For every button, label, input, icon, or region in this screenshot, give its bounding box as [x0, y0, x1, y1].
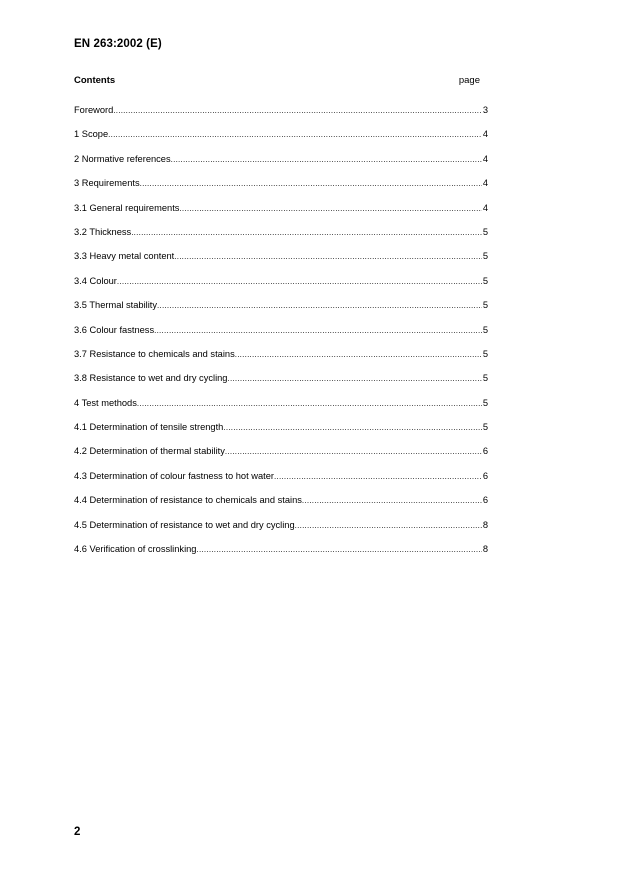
toc-entry-page: 8	[482, 544, 488, 555]
toc-dot-leader	[179, 204, 481, 213]
toc-entry-title: 4.4 Determination of resistance to chemicals and stains	[74, 495, 302, 506]
toc-entry-title: 4.5 Determination of resistance to wet and dry cycling	[74, 519, 295, 530]
toc-dot-leader	[225, 447, 482, 456]
toc-entry[interactable]	[74, 520, 488, 544]
toc-entry-page: 5	[482, 373, 488, 384]
toc-entry-title: 3.6 Colour fastness	[74, 324, 155, 335]
toc-entry[interactable]	[74, 325, 488, 349]
toc-entry-title: 4.6 Verification of crosslinking	[74, 544, 197, 555]
toc-dot-leader	[274, 472, 482, 481]
page-number: 2	[74, 826, 81, 838]
toc-entry-page: 4	[482, 153, 488, 164]
toc-entry-page: 5	[482, 251, 488, 262]
toc-dot-leader	[174, 252, 482, 261]
toc-entry-title: 4.3 Determination of colour fastness to hot water	[74, 470, 274, 481]
toc-entry[interactable]	[74, 471, 488, 495]
toc-dot-leader	[137, 399, 482, 408]
toc-entry-title: 3.7 Resistance to chemicals and stains	[74, 348, 235, 359]
toc-entry-title: 3 Requirements	[74, 178, 140, 189]
toc-dot-leader	[154, 326, 482, 335]
toc-entry-page: 4	[482, 202, 488, 213]
toc-entry[interactable]	[74, 227, 488, 251]
toc-entry-page: 5	[482, 226, 488, 237]
toc-dot-leader	[196, 545, 481, 554]
toc-entry[interactable]	[74, 446, 488, 470]
toc-entry-page: 5	[482, 348, 488, 359]
toc-dot-leader	[140, 179, 482, 188]
page-column-label: page	[458, 75, 480, 86]
toc-dot-leader	[295, 521, 482, 530]
toc-entry-page: 8	[482, 519, 488, 530]
toc-entry-title: 1 Scope	[74, 129, 109, 140]
toc-entry[interactable]	[74, 544, 488, 568]
document-header: EN 263:2002 (E)	[74, 38, 162, 50]
toc-entry-title: 3.5 Thermal stability	[74, 300, 158, 311]
toc-entry-page: 4	[482, 129, 488, 140]
toc-entry-page: 5	[482, 300, 488, 311]
toc-entry-page: 3	[482, 105, 488, 115]
toc-entry[interactable]	[74, 203, 488, 227]
toc-entry-page: 6	[482, 470, 488, 481]
toc-dot-leader	[113, 106, 482, 115]
toc-dot-leader	[171, 155, 482, 164]
toc-dot-leader	[131, 228, 482, 237]
toc-dot-leader	[108, 130, 482, 139]
toc-entry-title: 3.3 Heavy metal content	[74, 251, 175, 262]
table-of-contents	[74, 105, 488, 568]
toc-dot-leader	[302, 496, 482, 505]
toc-dot-leader	[235, 350, 482, 359]
toc-entry[interactable]	[74, 129, 488, 153]
toc-entry[interactable]	[74, 495, 488, 519]
toc-entry-page: 5	[482, 397, 488, 408]
toc-entry-title: 3.2 Thickness	[74, 226, 132, 237]
toc-entry-page: 6	[482, 495, 488, 506]
toc-entry[interactable]	[74, 105, 488, 129]
toc-dot-leader	[157, 301, 482, 310]
toc-entry[interactable]	[74, 276, 488, 300]
toc-entry[interactable]	[74, 422, 488, 446]
toc-entry-page: 5	[482, 324, 488, 335]
toc-dot-leader	[223, 423, 481, 432]
toc-entry-title: 2 Normative references	[74, 153, 171, 164]
toc-entry-page: 6	[482, 446, 488, 457]
toc-entry-title: 3.4 Colour	[74, 275, 117, 286]
toc-entry-page: 5	[482, 422, 488, 433]
contents-title: Contents	[74, 75, 116, 86]
toc-entry-title: 3.1 General requirements	[74, 202, 180, 213]
toc-entry[interactable]	[74, 349, 488, 373]
toc-entry[interactable]	[74, 154, 488, 178]
toc-entry[interactable]	[74, 251, 488, 275]
toc-entry-title: Foreword	[74, 105, 114, 115]
contents-heading-row	[74, 75, 487, 86]
toc-entry[interactable]	[74, 373, 488, 397]
toc-entry-page: 5	[482, 275, 488, 286]
toc-entry-title: 3.8 Resistance to wet and dry cycling	[74, 373, 228, 384]
toc-dot-leader	[227, 374, 481, 383]
toc-entry-title: 4.1 Determination of tensile strength	[74, 422, 224, 433]
toc-dot-leader	[117, 277, 482, 286]
toc-entry-title: 4 Test methods	[74, 397, 137, 408]
toc-entry[interactable]	[74, 398, 488, 422]
toc-entry[interactable]	[74, 300, 488, 324]
toc-entry-title: 4.2 Determination of thermal stability	[74, 446, 225, 457]
toc-entry-page: 4	[482, 178, 488, 189]
toc-entry[interactable]	[74, 178, 488, 202]
